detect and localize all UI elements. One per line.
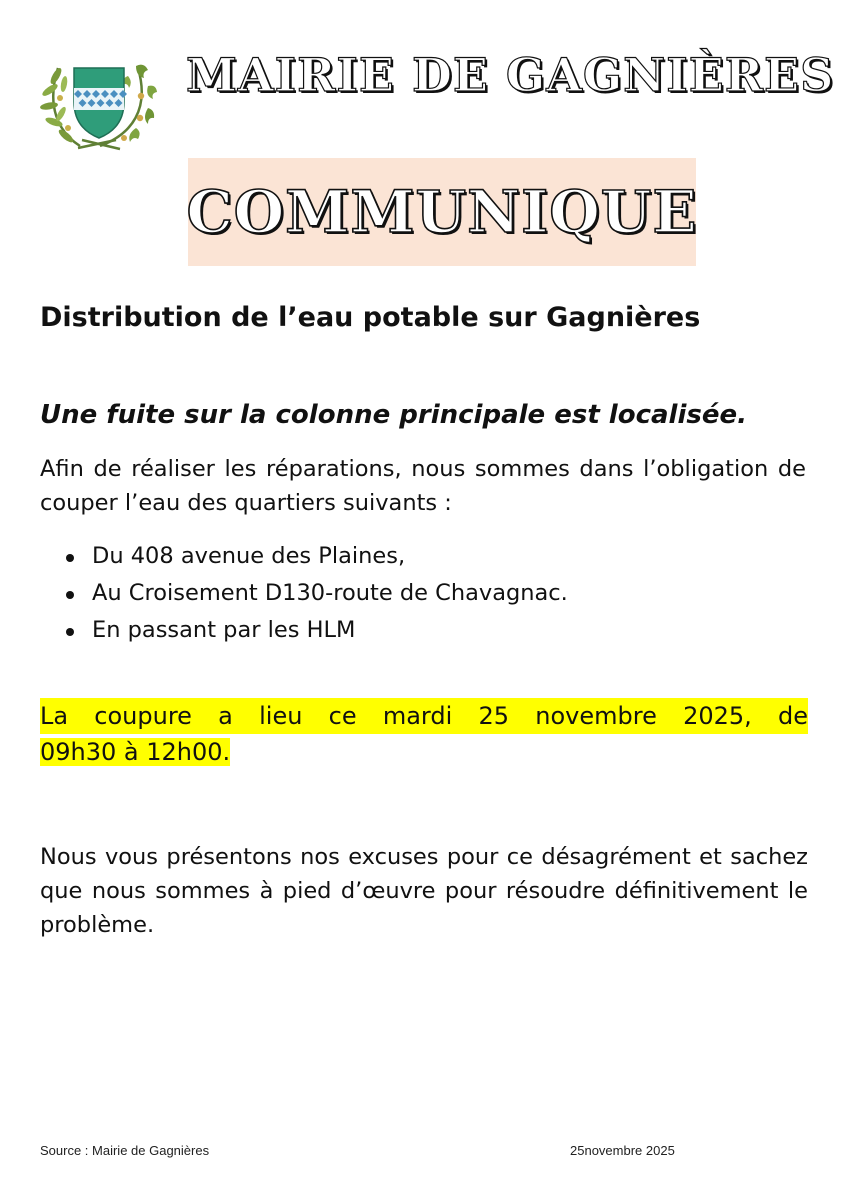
- footer-source: Source : Mairie de Gagnières: [40, 1143, 210, 1158]
- street-label: Du 408 avenue des Plaines,: [92, 543, 406, 569]
- street-label: En passant par les HLM: [92, 617, 356, 643]
- affected-streets-list: [40, 538, 800, 649]
- apology-paragraph: Nous vous présentons nos excuses pour ce désagrément et sachez que nous sommes à pied d’œuvre pour résoudre définitivement le problème.: [40, 844, 808, 938]
- list-item: [40, 575, 800, 612]
- cut-notice: [40, 698, 808, 770]
- list-item: [40, 538, 800, 575]
- notice-lead: Une fuite sur la colonne principale est localisée.: [40, 400, 747, 430]
- bullet-icon: [66, 554, 74, 562]
- list-item: [40, 612, 800, 649]
- mairie-title: MAIRIE DE GAGNIÈRES: [186, 48, 835, 102]
- cut-schedule-line-1: La coupure a lieu ce mardi 25 novembre 2025, de: [40, 698, 808, 734]
- communique-label: COMMUNIQUE: [186, 178, 698, 246]
- cut-schedule-line-2: 09h30 à 12h00.: [40, 738, 231, 766]
- street-label: Au Croisement D130-route de Chavagnac.: [92, 580, 568, 606]
- bullet-icon: [66, 628, 74, 636]
- bullet-icon: [66, 591, 74, 599]
- municipal-coat-of-arms-icon: [40, 54, 158, 154]
- footer-date: 25novembre 2025: [570, 1143, 675, 1158]
- notice-subject: Distribution de l’eau potable sur Gagnières: [40, 302, 701, 333]
- communique-banner: [188, 158, 696, 266]
- notice-intro: Afin de réaliser les réparations, nous sommes dans l’obligation de couper l’eau des quartiers suivants :: [40, 456, 806, 516]
